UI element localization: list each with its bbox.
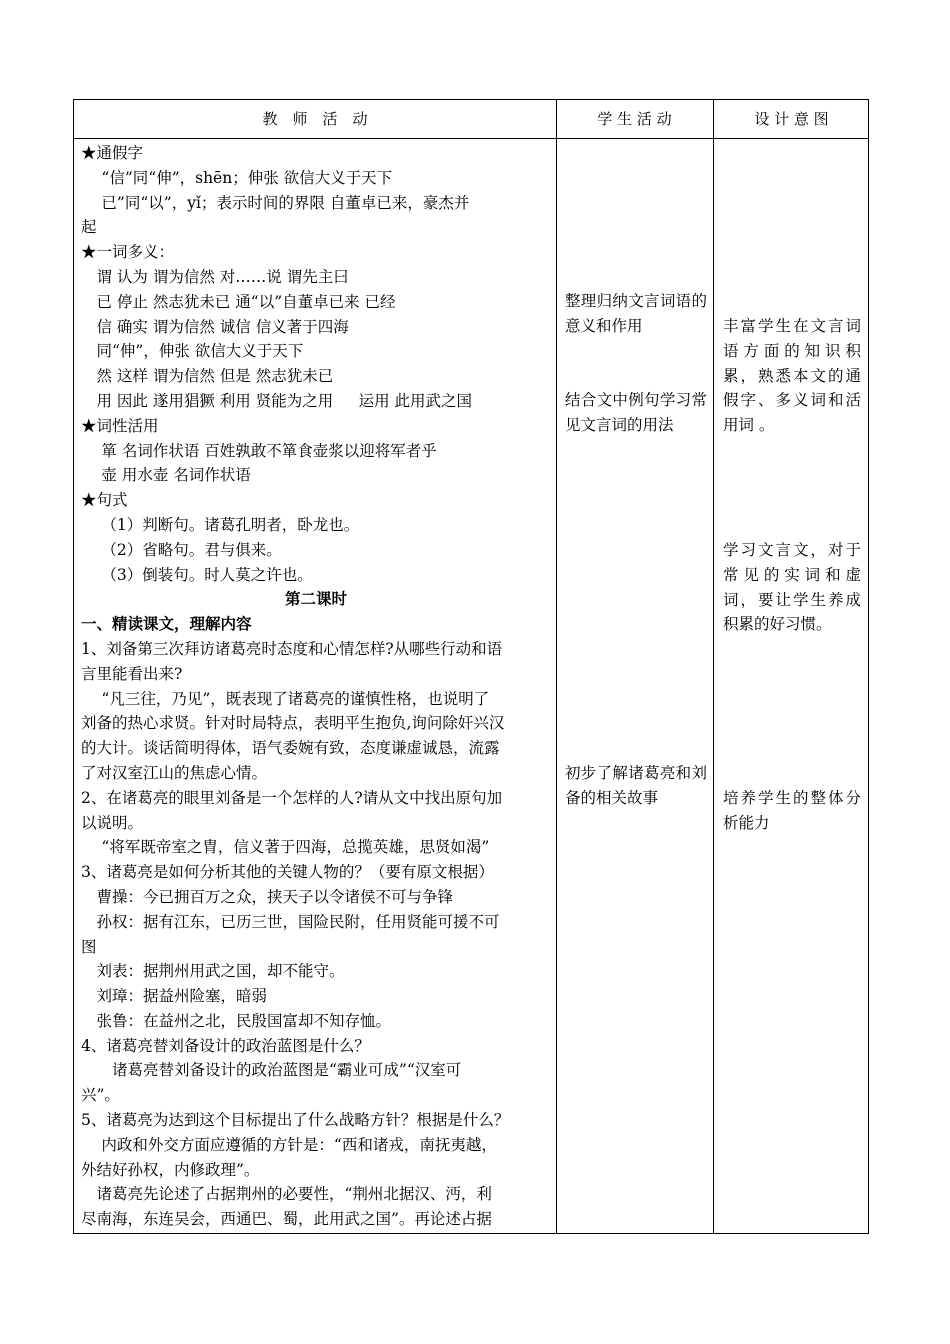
header-divider <box>74 138 868 139</box>
text-line: 诸葛亮先论述了占据荆州的必要性，“荆州北据汉、沔，利 <box>81 1185 492 1204</box>
lesson-plan-table <box>73 99 869 1234</box>
section-heading: ★词性活用 <box>81 416 159 435</box>
section-heading: 一、精读课文，理解内容 <box>81 614 252 634</box>
text-line: 兴”。 <box>81 1086 120 1105</box>
lesson-title: 第二课时 <box>284 589 347 609</box>
student-activity-column <box>565 289 707 339</box>
text-line: 了对汉室江山的焦虑心情。 <box>81 763 268 782</box>
header-teacher-activity: 教 师 活 动 <box>262 110 368 128</box>
text-line: 信 确实 谓为信然 诚信 信义著于四海 <box>81 317 349 336</box>
text-line: 已”同“以”，yǐ；表示时间的界限 自董卓已来，豪杰并 <box>81 193 470 212</box>
text-line: 内政和外交方面应遵循的方针是：“西和诸戎，南抚夷越， <box>81 1135 497 1154</box>
design-note: 丰富学生在文言词语方面的知识积累，熟悉本文的通假字、多义词和活用词 。 <box>723 317 861 435</box>
header-student-activity: 学 生 活 动 <box>597 110 672 128</box>
design-note: 学习文言文，对于常见的实词和虚词，要让学生养成积累的好习惯。 <box>723 541 861 634</box>
text-line: 的大计。谈话简明得体，语气委婉有致，态度谦虚诚恳，流露 <box>81 739 500 758</box>
text-line: （3）倒装句。时人莫之许也。 <box>81 565 313 584</box>
header-design-intent: 设 计 意 图 <box>754 110 829 128</box>
text-line: 同“伸”，伸张 欲信大义于天下 <box>81 342 304 361</box>
student-note: 整理归纳文言词语的意义和作用 <box>565 292 707 335</box>
text-line: 然 这样 谓为信然 但是 然志犹未已 <box>81 367 334 386</box>
text-line: 已 停止 然志犹未已 通“以”自董卓已来 已经 <box>81 292 396 311</box>
student-activity-column <box>565 388 707 438</box>
text-line: （1）判断句。诸葛孔明者，卧龙也。 <box>81 515 360 534</box>
question-line: 2、在诸葛亮的眼里刘备是一个怎样的人?请从文中找出原句加 <box>81 788 503 807</box>
text-line: 谓 认为 谓为信然 对……说 谓先主曰 <box>81 267 349 286</box>
student-note: 结合文中例句学习常见文言词的用法 <box>565 391 707 434</box>
text-line: （2）省略句。君与俱来。 <box>81 540 282 559</box>
question-line: 1、刘备第三次拜访诸葛亮时态度和心情怎样?从哪些行动和语 <box>81 639 503 658</box>
text-line: 壶 用水壶 名词作状语 <box>81 466 251 485</box>
text-line: 刘表：据荆州用武之国，却不能守。 <box>81 962 345 981</box>
text-line: 诸葛亮替刘备设计的政治蓝图是“霸业可成”“汉室可 <box>81 1061 462 1080</box>
section-heading: ★通假字 <box>81 144 144 162</box>
section-heading: ★句式 <box>81 491 128 510</box>
design-intent-column <box>723 314 861 438</box>
question-line: 以说明。 <box>81 813 144 832</box>
text-line: 起 <box>81 218 97 237</box>
question-line: 3、诸葛亮是如何分析其他的关键人物的？（要有原文根据） <box>81 863 494 882</box>
text-line: 外结好孙权，内修政理”。 <box>81 1160 260 1179</box>
teacher-activity-column <box>81 141 551 1232</box>
student-activity-column <box>565 761 707 811</box>
question-line: 5、诸葛亮为达到这个目标提出了什么战略方针？根据是什么？ <box>81 1111 510 1130</box>
question-line: 4、诸葛亮替刘备设计的政治蓝图是什么？ <box>81 1036 370 1055</box>
text-line: 刘璋：据益州险塞，暗弱 <box>81 987 268 1006</box>
text-line: 孙权：据有江东，已历三世，国险民附，任用贤能可援不可 <box>81 912 500 931</box>
question-line: 言里能看出来? <box>81 664 183 683</box>
text-line: “信”同“伸”，shēn；伸张 欲信大义于天下 <box>81 168 393 187</box>
text-line: 图 <box>81 937 97 956</box>
design-intent-column <box>723 786 861 836</box>
column-divider <box>713 100 714 1233</box>
student-note: 初步了解诸葛亮和刘备的相关故事 <box>565 764 707 807</box>
text-line: 曹操：今已拥百万之众，挟天子以令诸侯不可与争锋 <box>81 887 454 906</box>
text-line: 张鲁：在益州之北，民殷国富却不知存恤。 <box>81 1011 392 1030</box>
text-line: 刘备的热心求贤。针对时局特点，表明平生抱负,询问除奸兴汉 <box>81 714 505 733</box>
text-line: 箪 名词作状语 百姓孰敢不箪食壶浆以迎将军者乎 <box>81 441 437 460</box>
text-line: “将军既帝室之胄，信义著于四海，总揽英雄，思贤如渴” <box>81 838 490 857</box>
section-heading: ★一词多义： <box>81 243 175 262</box>
column-divider <box>556 100 557 1233</box>
text-line: 尽南海，东连吴会，西通巴、蜀，此用武之国”。再论述占据 <box>81 1210 492 1229</box>
text-line: 用 因此 遂用猖獗 利用 贤能为之用 运用 此用武之国 <box>81 391 472 410</box>
design-note: 培养学生的整体分析能力 <box>723 789 861 832</box>
design-intent-column <box>723 538 861 637</box>
text-line: “凡三往，乃见”，既表现了诸葛亮的谨慎性格，也说明了 <box>81 689 490 708</box>
